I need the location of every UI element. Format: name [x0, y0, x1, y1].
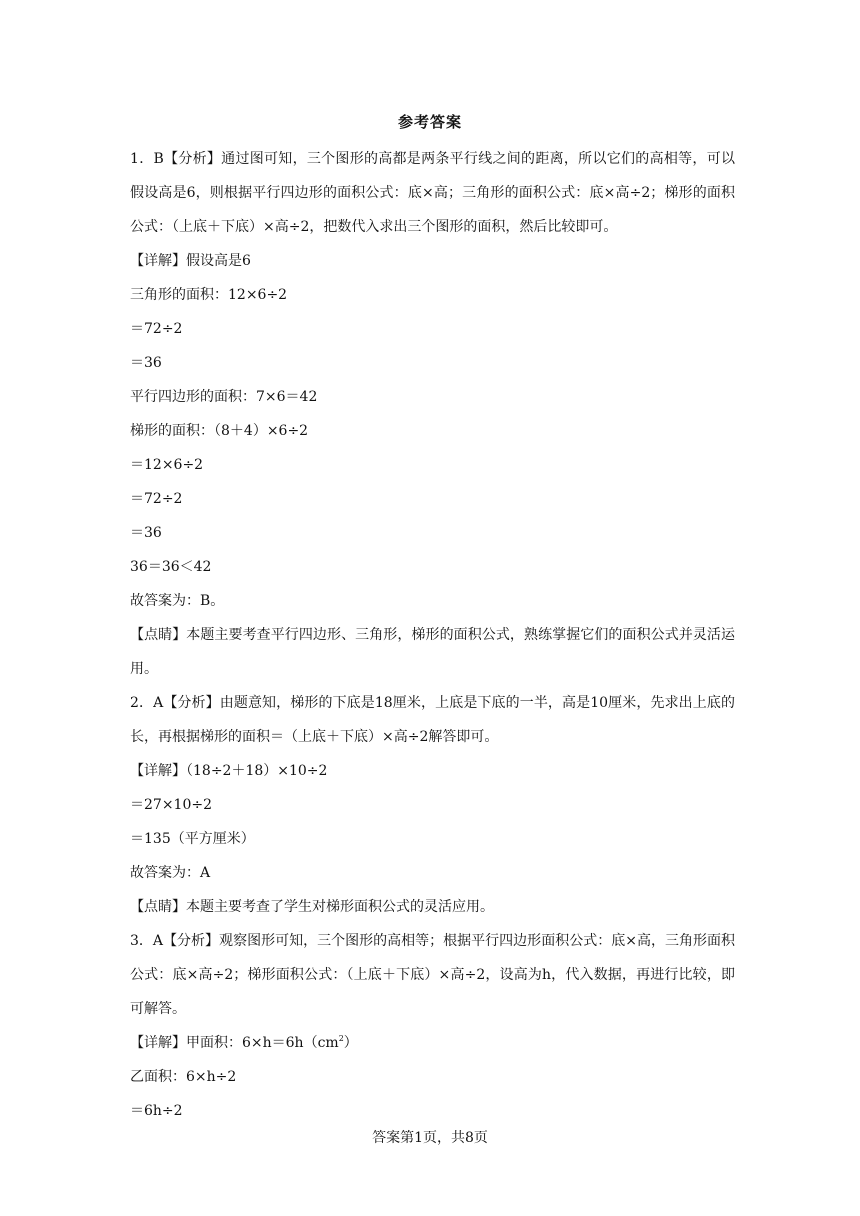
q2-analysis: 2．A【分析】由题意知，梯形的下底是18厘米，上底是下底的一半，高是10厘米，先求出上底的长，再根据梯形的面积＝（上底＋下底）×高÷2解答即可。 [130, 695, 735, 745]
q3-area-b: 乙面积：6×h÷2 [130, 1069, 237, 1085]
q3-area-a-close: ） [343, 1035, 358, 1051]
q2-detail: 【详解】（18÷2＋18）×10÷2 [130, 763, 328, 779]
q1-trapezoid-area: 梯形的面积：（8＋4）×6÷2 [130, 423, 309, 439]
q1-detail-heading: 【详解】假设高是6 [130, 253, 251, 269]
q1-step: ＝36 [130, 525, 162, 541]
q2-step: ＝27×10÷2 [130, 797, 212, 813]
page-footer: 答案第1页，共8页 [372, 1130, 488, 1146]
q2-answer: 故答案为：A [130, 865, 211, 881]
superscript-two: 2 [338, 1034, 344, 1043]
q3-analysis: 3．A【分析】观察图形可知，三个图形的高相等；根据平行四边形面积公式：底×高，三角形面积公式：底×高÷2；梯形面积公式：（上底＋下底）×高÷2，设高为h，代入数据，再进行比较，即可解答。 [130, 933, 735, 1017]
q1-triangle-area: 三角形的面积：12×6÷2 [130, 287, 288, 303]
q2-comment: 【点睛】本题主要考查了学生对梯形面积公式的灵活应用。 [130, 899, 494, 915]
q3-detail-area-a [130, 1026, 735, 1060]
q1-comment: 【点睛】本题主要考查平行四边形、三角形，梯形的面积公式，熟练掌握它们的面积公式并灵活运用。 [130, 627, 735, 677]
q1-comparison: 36＝36＜42 [130, 559, 212, 575]
q2-step: ＝135（平方厘米） [130, 831, 255, 847]
q1-step: ＝72÷2 [130, 491, 183, 507]
q1-parallelogram-area: 平行四边形的面积：7×6＝42 [130, 389, 318, 405]
q1-analysis: 1．B【分析】通过图可知，三个图形的高都是两条平行线之间的距离，所以它们的高相等，可以假设高是6，则根据平行四边形的面积公式：底×高；三角形的面积公式：底×高÷2；梯形的面积公式：（上底＋下底）×高÷2，把数代入求出三个图形的面积，然后比较即可。 [130, 151, 735, 235]
q3-area-a-text: 【详解】甲面积：6×h＝6h（cm [130, 1035, 339, 1051]
page-title: 参考答案 [397, 113, 462, 131]
q1-step: ＝72÷2 [130, 321, 183, 337]
q3-step: ＝6h÷2 [130, 1103, 183, 1119]
q1-answer: 故答案为：B。 [130, 593, 225, 609]
answer-content [130, 142, 735, 1128]
q1-step: ＝36 [130, 355, 162, 371]
q1-step: ＝12×6÷2 [130, 457, 204, 473]
